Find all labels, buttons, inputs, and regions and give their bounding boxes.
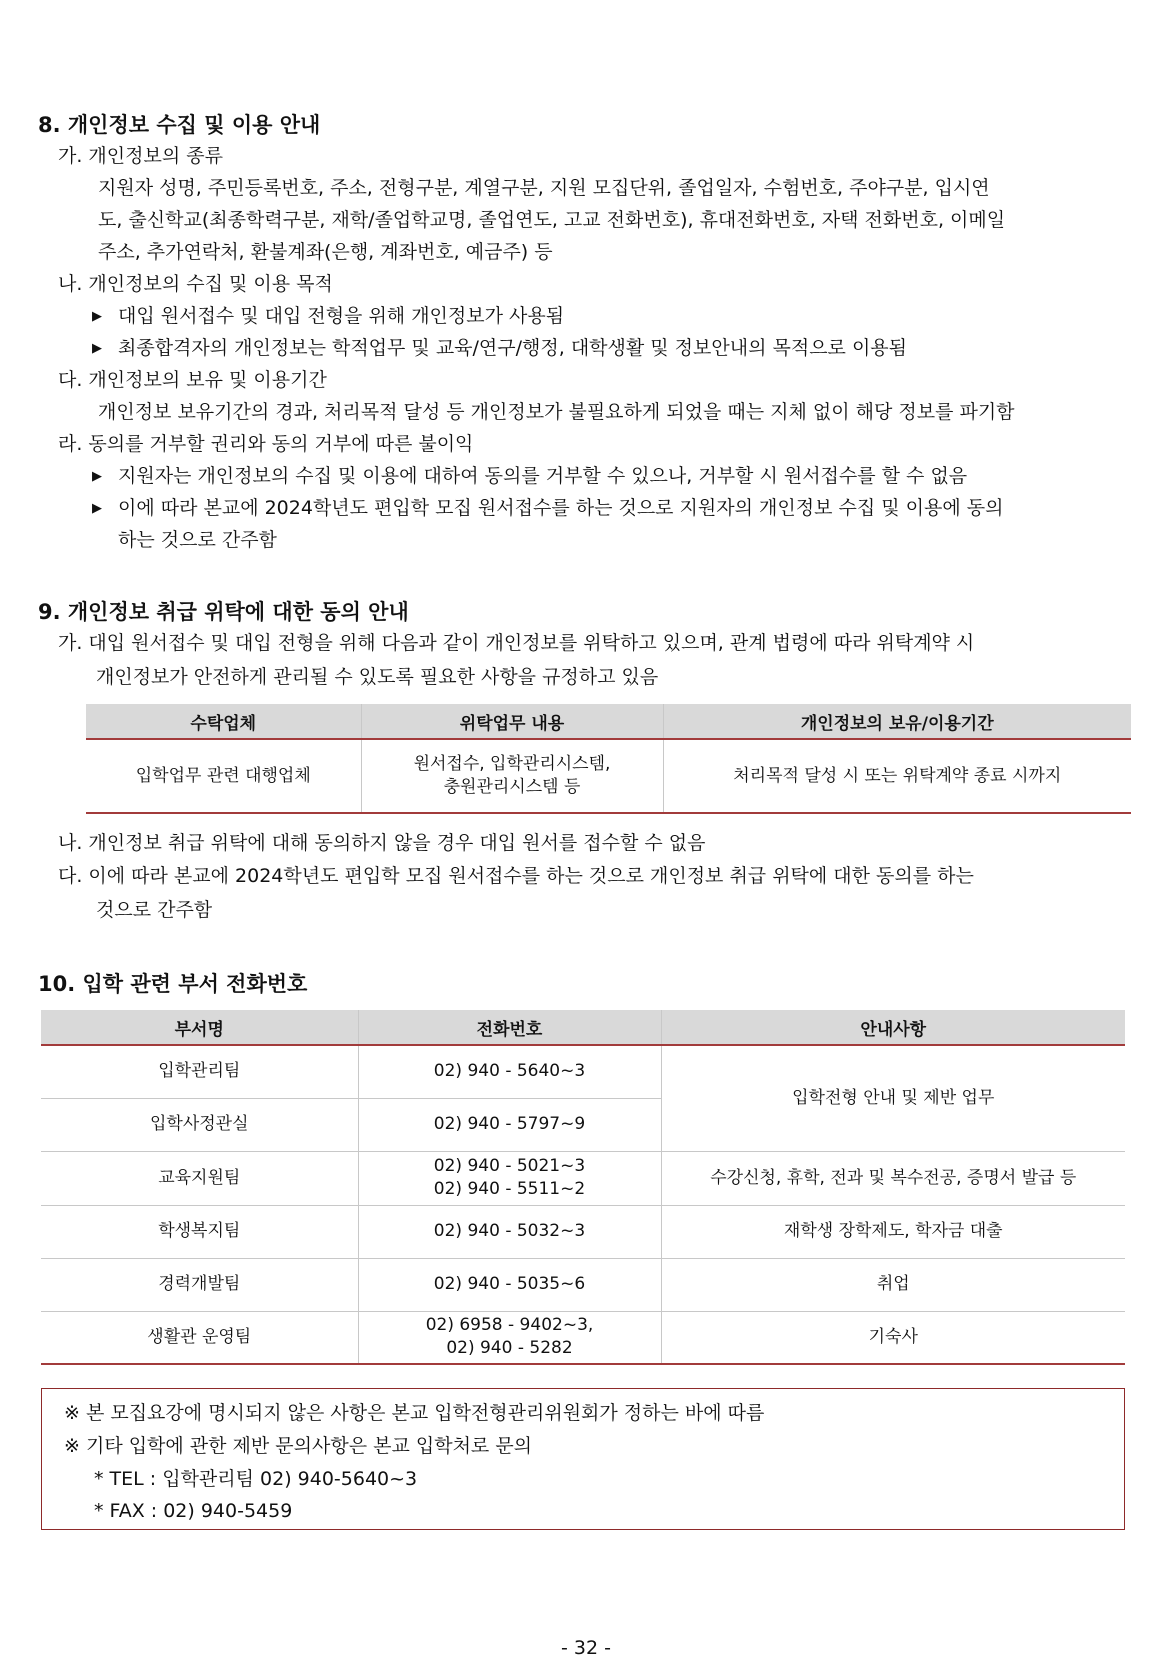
list-item: ▶ 최종합격자의 개인정보는 학적업무 및 교육/연구/행정, 대학생활 및 정보안내의 목적으로 이용됨 [92, 337, 908, 359]
section-8-heading: 8. 개인정보 수집 및 이용 안내 [38, 113, 321, 137]
table-header-row [86, 704, 1131, 739]
section-9-da-line: 것으로 간주함 [96, 899, 213, 921]
section-8-ra-title: 라. 동의를 거부할 권리와 동의 거부에 따른 불이익 [58, 433, 474, 455]
dept-cell: 생활관 운영팀 [41, 1311, 358, 1364]
notice-fax: * FAX : 02) 940-5459 [94, 1500, 293, 1522]
info-cell: 기숙사 [661, 1311, 1125, 1364]
work-cell: 원서접수, 입학관리시스템, 충원관리시스템 등 [361, 739, 663, 813]
table-row [41, 1045, 1125, 1098]
phone-cell: 02) 940 - 5797~9 [358, 1098, 661, 1151]
section-8-da-title: 다. 개인정보의 보유 및 이용기간 [58, 369, 327, 391]
notice-tel: * TEL : 입학관리팀 02) 940-5640~3 [94, 1468, 418, 1490]
section-8-ga-line: 도, 출신학교(최종학력구분, 재학/졸업학교명, 졸업연도, 고교 전화번호), 휴대전화번호, 자택 전화번호, 이메일 [98, 209, 1006, 231]
section-9-ga-line: 개인정보가 안전하게 관리될 수 있도록 필요한 사항을 규정하고 있음 [96, 666, 659, 688]
table-header-row [41, 1010, 1125, 1045]
page-number: - 32 - [561, 1637, 611, 1659]
section-8-ra-continuation: 하는 것으로 간주함 [118, 529, 277, 551]
table-row [41, 1205, 1125, 1258]
phone-cell: 02) 940 - 5021~3 02) 940 - 5511~2 [358, 1151, 661, 1205]
phone-cell: 02) 940 - 5640~3 [358, 1045, 661, 1098]
phone-cell: 02) 940 - 5032~3 [358, 1205, 661, 1258]
table-row [41, 1311, 1125, 1364]
section-8-ga-line: 지원자 성명, 주민등록번호, 주소, 전형구분, 계열구분, 지원 모집단위, 졸업일자, 수험번호, 주야구분, 입시연 [98, 177, 990, 199]
company-cell: 입학업무 관련 대행업체 [86, 739, 361, 813]
table-header-cell: 안내사항 [661, 1010, 1125, 1045]
dept-cell: 경력개발팀 [41, 1258, 358, 1311]
info-cell: 입학전형 안내 및 제반 업무 [661, 1045, 1125, 1151]
department-phone-table [41, 1010, 1125, 1365]
section-9-heading: 9. 개인정보 취급 위탁에 대한 동의 안내 [38, 600, 409, 624]
section-9-da-line: 다. 이에 따라 본교에 2024학년도 편입학 모집 원서접수를 하는 것으로 개인정보 취급 위탁에 대한 동의를 하는 [58, 865, 974, 887]
table-header-cell: 개인정보의 보유/이용기간 [663, 704, 1131, 739]
dept-cell: 입학관리팀 [41, 1045, 358, 1098]
table-header-cell: 부서명 [41, 1010, 358, 1045]
section-8-ga-title: 가. 개인정보의 종류 [58, 145, 223, 167]
section-8-na-title: 나. 개인정보의 수집 및 이용 목적 [58, 273, 333, 295]
info-cell: 취업 [661, 1258, 1125, 1311]
triangle-bullet-icon: ▶ [92, 469, 102, 484]
table-row [41, 1151, 1125, 1205]
notice-box [41, 1388, 1125, 1530]
period-cell: 처리목적 달성 시 또는 위탁계약 종료 시까지 [663, 739, 1131, 813]
triangle-bullet-icon: ▶ [92, 309, 102, 324]
list-item: ▶ 대입 원서접수 및 대입 전형을 위해 개인정보가 사용됨 [92, 305, 565, 327]
list-item: ▶ 지원자는 개인정보의 수집 및 이용에 대하여 동의를 거부할 수 있으나, 거부할 시 원서접수를 할 수 없음 [92, 465, 968, 487]
table-header-cell: 전화번호 [358, 1010, 661, 1045]
section-8-ga-line: 주소, 추가연락처, 환불계좌(은행, 계좌번호, 예금주) 등 [98, 241, 553, 263]
notice-line: ※ 본 모집요강에 명시되지 않은 사항은 본교 입학전형관리위원회가 정하는 바에 따름 [64, 1402, 765, 1424]
table-header-cell: 위탁업무 내용 [361, 704, 663, 739]
section-8-da-line: 개인정보 보유기간의 경과, 처리목적 달성 등 개인정보가 불필요하게 되었을 때는 지체 없이 해당 정보를 파기함 [98, 401, 1015, 423]
consignment-table [86, 704, 1131, 814]
section-9-ga-line: 가. 대입 원서접수 및 대입 전형을 위해 다음과 같이 개인정보를 위탁하고 있으며, 관계 법령에 따라 위탁계약 시 [58, 632, 975, 654]
phone-cell: 02) 6958 - 9402~3, 02) 940 - 5282 [358, 1311, 661, 1364]
info-cell: 재학생 장학제도, 학자금 대출 [661, 1205, 1125, 1258]
table-header-cell: 수탁업체 [86, 704, 361, 739]
list-item: ▶ 이에 따라 본교에 2024학년도 편입학 모집 원서접수를 하는 것으로 지원자의 개인정보 수집 및 이용에 동의 [92, 497, 1004, 519]
info-cell: 수강신청, 휴학, 전과 및 복수전공, 증명서 발급 등 [661, 1151, 1125, 1205]
section-9-na-line: 나. 개인정보 취급 위탁에 대해 동의하지 않을 경우 대입 원서를 접수할 수 없음 [58, 832, 706, 854]
notice-line: ※ 기타 입학에 관한 제반 문의사항은 본교 입학처로 문의 [64, 1435, 533, 1457]
triangle-bullet-icon: ▶ [92, 501, 102, 516]
triangle-bullet-icon: ▶ [92, 341, 102, 356]
dept-cell: 입학사정관실 [41, 1098, 358, 1151]
table-row [86, 739, 1131, 813]
dept-cell: 교육지원팀 [41, 1151, 358, 1205]
table-row [41, 1258, 1125, 1311]
section-10-heading: 10. 입학 관련 부서 전화번호 [38, 972, 308, 996]
phone-cell: 02) 940 - 5035~6 [358, 1258, 661, 1311]
dept-cell: 학생복지팀 [41, 1205, 358, 1258]
